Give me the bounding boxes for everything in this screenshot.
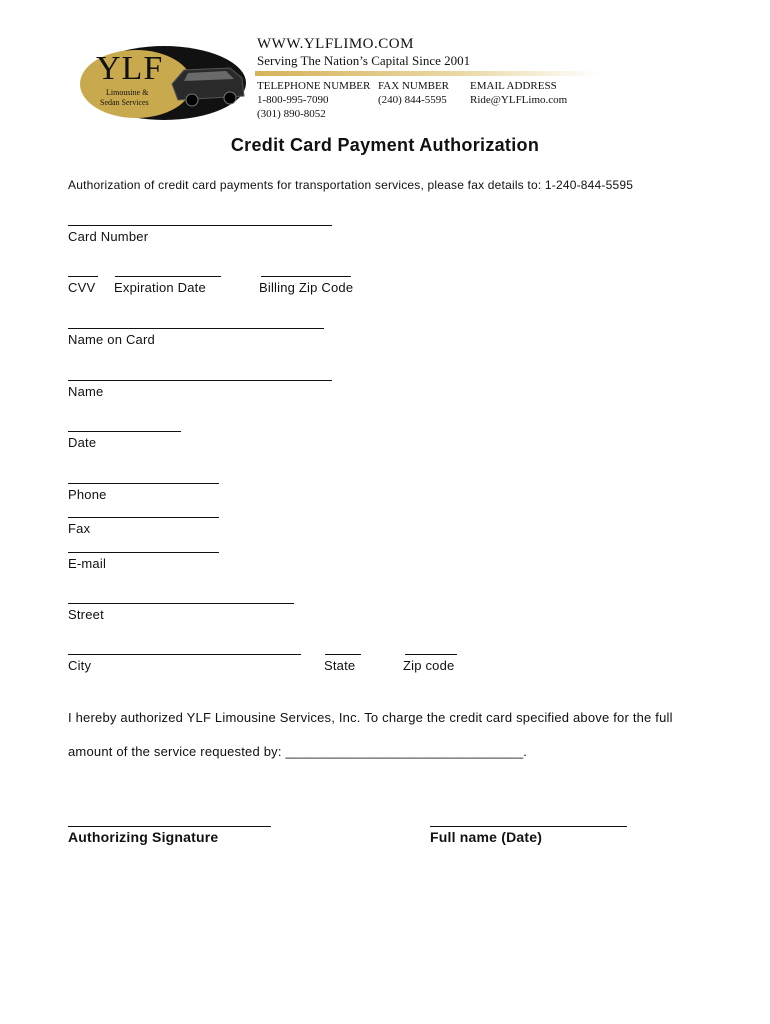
company-logo <box>80 44 248 122</box>
full-name-date-label: Full name (Date) <box>430 829 543 845</box>
authorization-line-1: I hereby authorized YLF Limousine Services, Inc. To charge the credit card specified above for the full <box>68 710 673 725</box>
card-number-label: Card Number <box>68 229 149 244</box>
street-label: Street <box>68 607 104 622</box>
name-line[interactable] <box>68 380 332 381</box>
cvv-label: CVV <box>68 280 96 295</box>
signature-line[interactable] <box>68 826 271 827</box>
cvv-line[interactable] <box>68 276 98 277</box>
header-divider <box>255 71 600 76</box>
authorization-line-2: amount of the service requested by: ________________________________. <box>68 744 528 759</box>
fax-line[interactable] <box>68 517 219 518</box>
card-number-line[interactable] <box>68 225 332 226</box>
email-line[interactable] <box>68 552 219 553</box>
logo-subtitle-2: Sedan Services <box>100 98 149 107</box>
logo-subtitle-1: Limousine & <box>106 88 149 97</box>
name-on-card-label: Name on Card <box>68 332 155 347</box>
name-label: Name <box>68 384 104 399</box>
date-label: Date <box>68 435 97 450</box>
fax-heading: FAX NUMBER <box>378 80 450 92</box>
fax-block <box>378 79 449 107</box>
logo-initials: YLF <box>96 50 164 87</box>
fax-label: Fax <box>68 521 91 536</box>
email-label: E-mail <box>68 556 107 571</box>
street-line[interactable] <box>68 603 294 604</box>
city-label: City <box>68 658 92 673</box>
date-line[interactable] <box>68 431 181 432</box>
telephone-heading: TELEPHONE NUMBER <box>257 80 371 92</box>
telephone-number-2: (301) 890-8052 <box>257 108 326 120</box>
website-url: WWW.YLFLIMO.COM <box>257 36 414 52</box>
email-address: Ride@YLFLimo.com <box>470 94 568 106</box>
zip-label: Zip code <box>403 658 455 673</box>
city-line[interactable] <box>68 654 301 655</box>
page-title: Credit Card Payment Authorization <box>230 135 540 155</box>
email-heading: EMAIL ADDRESS <box>470 80 557 92</box>
full-name-date-line[interactable] <box>430 826 627 827</box>
authorizing-signature-label: Authorizing Signature <box>68 829 219 845</box>
state-label: State <box>324 658 356 673</box>
zip-line[interactable] <box>405 654 457 655</box>
fax-number: (240) 844-5595 <box>378 94 447 106</box>
billing-zip-label: Billing Zip Code <box>259 280 354 295</box>
phone-label: Phone <box>68 487 107 502</box>
expiration-line[interactable] <box>115 276 221 277</box>
intro-text: Authorization of credit card payments for transportation services, please fax details to: 1-240-844-5595 <box>68 178 634 192</box>
billing-zip-line[interactable] <box>261 276 351 277</box>
tagline: Serving The Nation’s Capital Since 2001 <box>257 53 471 68</box>
telephone-number-1: 1-800-995-7090 <box>257 94 329 106</box>
telephone-block <box>257 79 370 121</box>
state-line[interactable] <box>325 654 361 655</box>
name-on-card-line[interactable] <box>68 328 324 329</box>
email-block <box>470 79 567 107</box>
expiration-label: Expiration Date <box>114 280 206 295</box>
phone-line[interactable] <box>68 483 219 484</box>
